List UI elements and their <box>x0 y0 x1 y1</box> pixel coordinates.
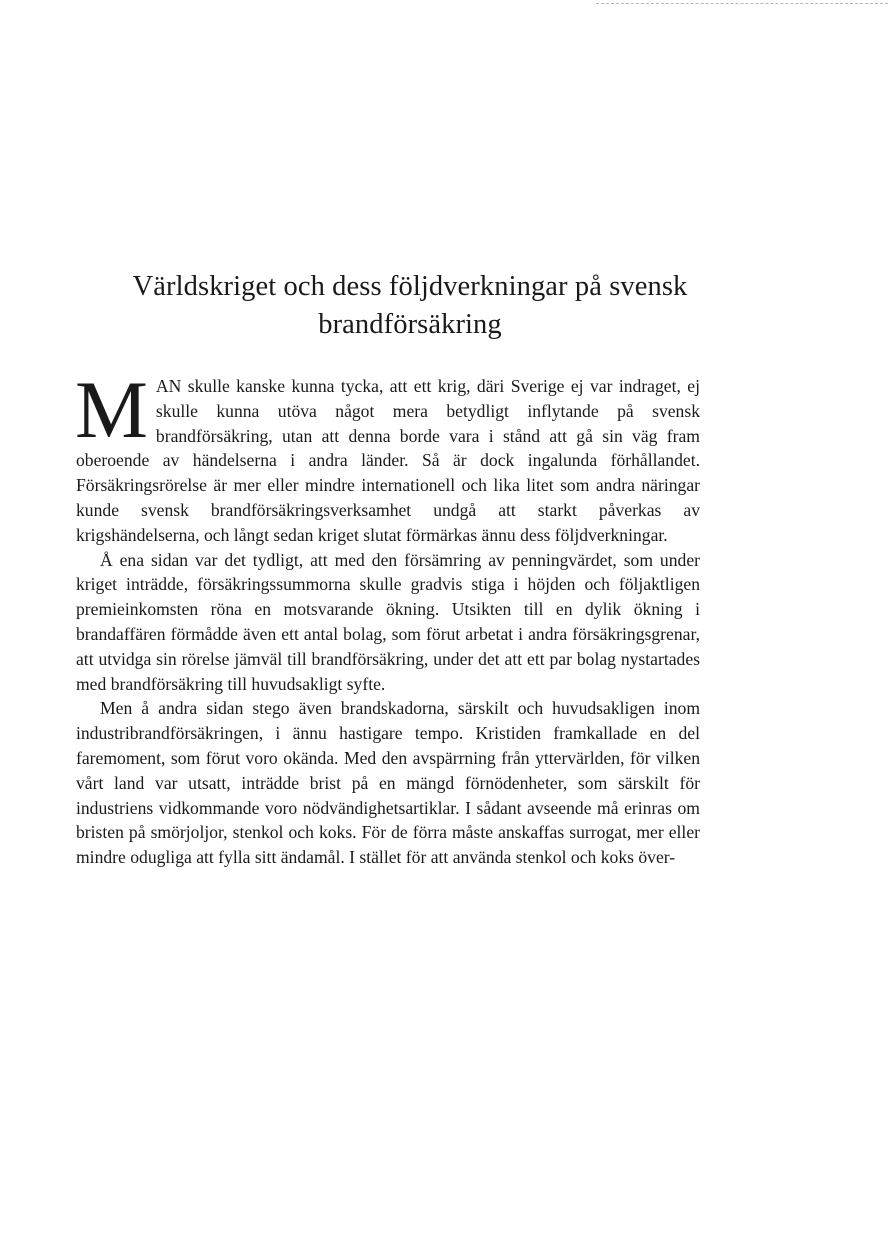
article-body <box>75 364 700 870</box>
paragraph-1 <box>75 364 700 548</box>
page-title <box>60 268 760 344</box>
paragraph-3: Men å andra sidan stego även brandskadorna, särskilt och huvudsakligen inom industribrandförsäkringen, i ännu hastigare tempo. Kristiden framkallade en del faremoment, som förut voro okända. Med den avspärrning från yttervärlden, för vilken vårt land var utsatt, inträdde brist på en mängd förnödenheter, som särskilt för industriens vidkommande voro nödvändighetsartiklar. I sådant avseende må erinras om bristen på smörjoljor, stenkol och koks. För de förra måste anskaffas surrogat, mer eller mindre odugliga att fylla sitt ändamål. I stället för att använda stenkol och koks över- <box>76 698 700 868</box>
scan-edge-line <box>596 3 888 4</box>
title-line-1: Världskriget och dess följdverkningar på svensk <box>132 271 688 302</box>
paragraph-1-text: AN skulle kanske kunna tycka, att ett krig, däri Sverige ej var indraget, ej skulle kunna utöva något mera betydligt inflytande på svensk brandförsäkring, utan att denna borde vara i stånd att gå sin väg fram oberoende av händelserna i andra länder. Så är dock ingalunda förhållandet. Försäkringsrörelse är mer eller mindre internationell och lika litet som andra näringar kunde svensk brandförsäkringsverksamhet undgå att starkt påverkas av krigshändelserna, och långt sedan kriget slutat förmärkas ännu dess följdverkningar. <box>76 376 700 545</box>
drop-cap: M <box>75 364 148 455</box>
paragraph-2: Å ena sidan var det tydligt, att med den försämring av penningvärdet, som under kriget inträdde, försäkringssummorna skulle gradvis stiga i höjden och följaktligen premieinkomsten röna en motsvarande ökning. Utsikten till en dylik ökning i brandaffären förmådde även ett antal bolag, som förut arbetat i andra försäkringsgrenar, att utvidga sin rörelse jämväl till brandförsäkring, under det att ett par bolag nystartades med brandförsäkring till huvudsakligt syfte. <box>76 549 700 694</box>
title-line-2: brandförsäkring <box>318 309 502 340</box>
